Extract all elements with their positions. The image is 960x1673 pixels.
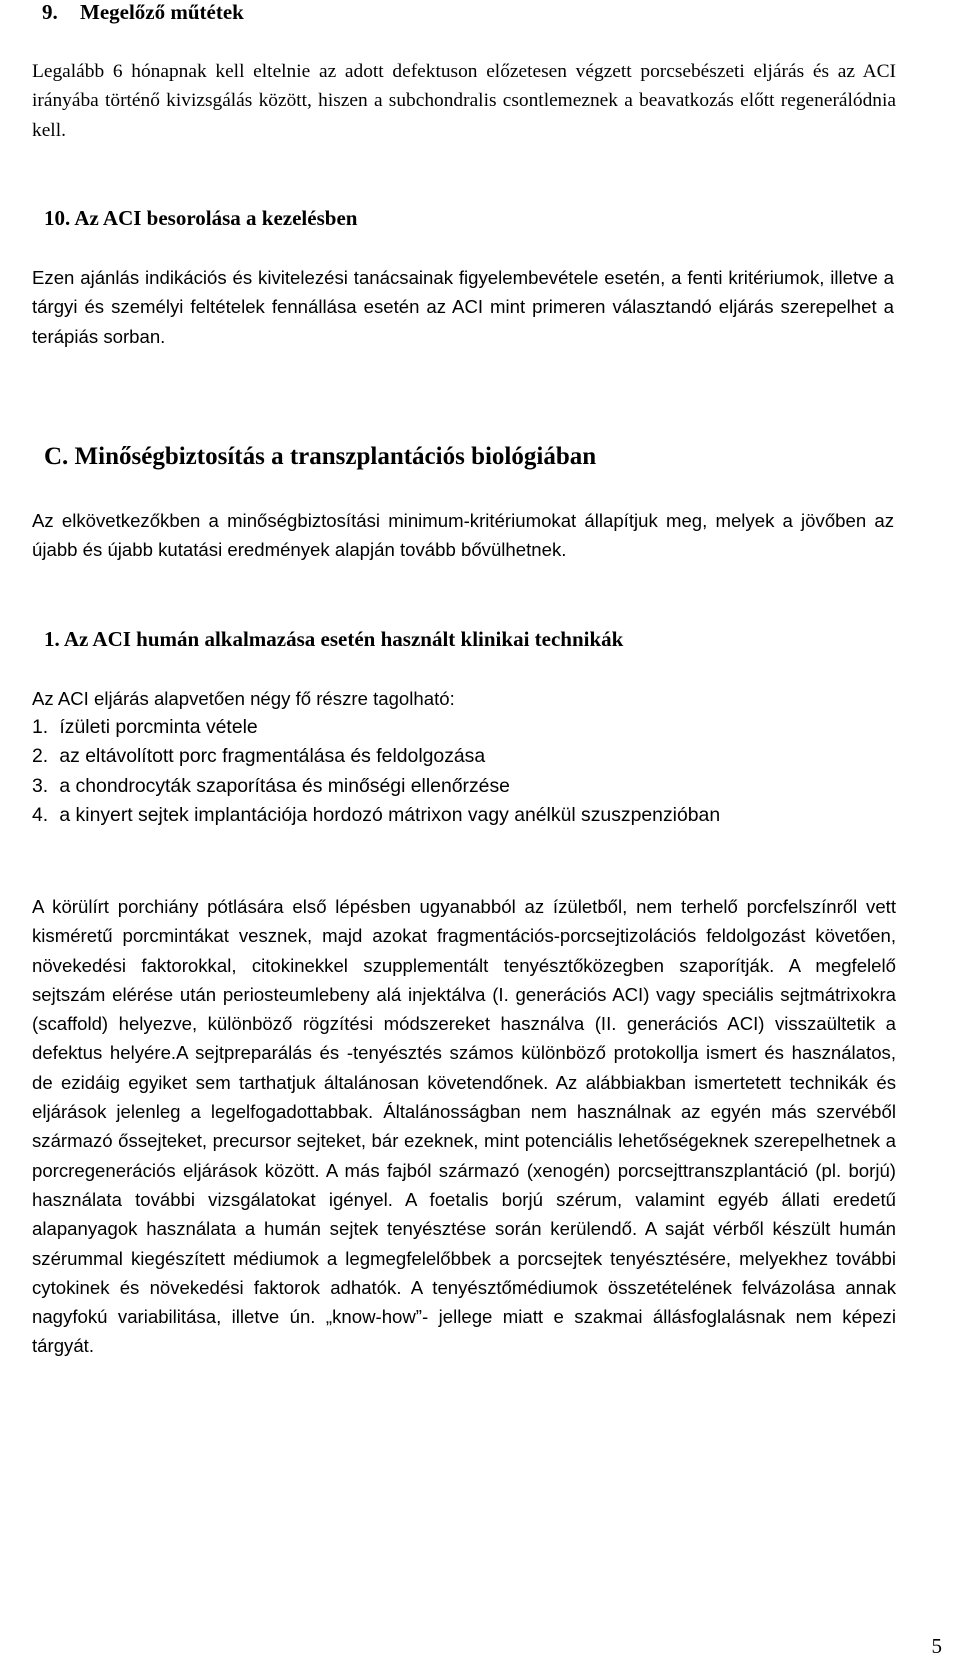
section-10-heading bbox=[44, 206, 357, 230]
list-item: 2. az eltávolított porc fragmentálása és feldolgozása bbox=[32, 745, 486, 768]
section-1-number: 1. bbox=[44, 627, 60, 651]
page-number: 5 bbox=[931, 1634, 942, 1658]
list-item: 1. ízületi porcminta vétele bbox=[32, 716, 258, 738]
procedure-steps-list bbox=[32, 713, 720, 830]
section-1-heading bbox=[44, 627, 623, 651]
section-1-main-paragraph: A körülírt porchiány pótlására első lépésben ugyanabból az ízületből, nem terhelő porcfelszínről vett kisméretű porcmintákat vesznek, majd azokat fragmentációs-porcsejtizolációs feldolgozást követően, növekedési faktorokkal, citokinekkel szupplementált tenyésztőközegben szaporítják. A megfelelő sejtszám elérése után periosteumlebeny alá injektálva (I. generációs ACI) vagy speciális sejtmátrixokra (scaffold) helyezve, különböző rögzítési módszereket használva (II. generációs ACI) visszaültetik a defektus helyére.A sejtpreparálás és -tenyésztés számos különböző protokollja ismert és használatos, de ezidáig egyiket sem tarthatjuk általánosan követendőnek. Az alábbiakban ismertetett technikák és eljárások jelenleg a legelfogadottabbak. Általánosságban nem használnak az egyén más szervéből származó őssejteket, precursor sejteket, bár ezeknek, mint potenciális lehetőségeknek szerepelhetnek a porcregenerációs eljárások között. A más fajból származó (xenogén) porcsejttranszplantáció (pl. borjú) használata további vizsgálatokat igényel. A foetalis borjú szérum, valamint egyéb állati eredetű alapanyagok használata a humán sejtek tenyésztése során kerülendő. A saját vérből készült humán szérummal kiegészített médiumok a legmegfelelőbbek a porcsejtek tenyésztésére, melyekhez további cytokinek és növekedési faktorok adhatók. A tenyésztőmédiumok összetételének felvázolása annak nagyfokú variabilitása, illetve ún. „know-how”- jellege miatt e szakmai állásfoglalásnak nem képezi tárgyát. bbox=[32, 896, 896, 1357]
section-c-heading: C. Minőségbiztosítás a transzplantációs biológiában bbox=[44, 443, 597, 470]
section-9-number: 9. bbox=[42, 0, 58, 24]
list-item: 4. a kinyert sejtek implantációja hordozó mátrixon vagy anélkül szuszpenzióban bbox=[32, 803, 721, 826]
section-10-title: Az ACI besorolása a kezelésben bbox=[74, 206, 358, 230]
section-10-paragraph: Ezen ajánlás indikációs és kivitelezési tanácsainak figyelembevétele esetén, a fenti kritériumok, illetve a tárgyi és személyi feltételek fennállása esetén az ACI mint primeren választandó eljárás szerepelhet a terápiás sorban. bbox=[32, 267, 894, 347]
section-1-intro: Az ACI eljárás alapvetően négy fő részre tagolható: bbox=[32, 688, 455, 709]
section-10-number: 10. bbox=[44, 206, 71, 230]
section-c-paragraph: Az elkövetkezőkben a minőségbiztosítási minimum-kritériumokat állapítjuk meg, melyek a jövőben az újabb és újabb kutatási eredmények alapján tovább bővülhetnek. bbox=[32, 510, 894, 561]
list-item: 3. a chondrocyták szaporítása és minőségi ellenőrzése bbox=[32, 774, 510, 797]
section-9-paragraph: Legalább 6 hónapnak kell eltelnie az adott defektuson előzetesen végzett porcsebészeti eljárás és az ACI irányába történő kivizsgálás között, hiszen a subchondralis csontlemeznek a beavatkozás előtt regenerálódnia kell. bbox=[32, 61, 896, 141]
section-9-heading bbox=[42, 0, 244, 24]
section-9-title: Megelőző műtétek bbox=[80, 0, 244, 24]
section-1-title: Az ACI humán alkalmazása esetén használt klinikai technikák bbox=[63, 627, 624, 651]
